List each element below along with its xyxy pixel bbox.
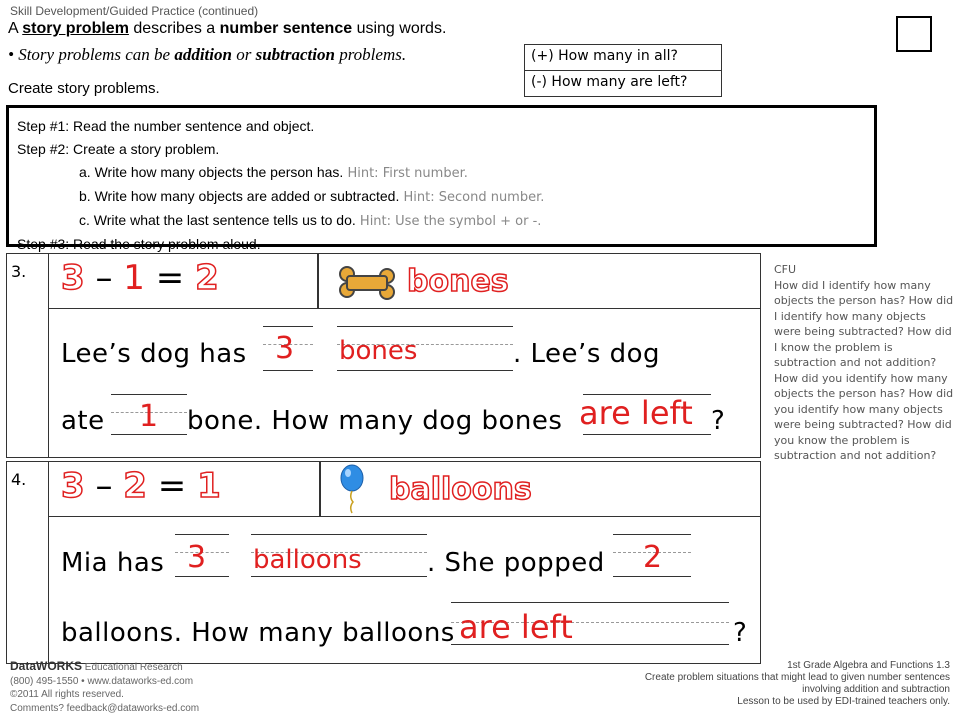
- guide-top: [451, 602, 729, 603]
- step-2c: c. Write what the last sentence tells us to do. Hint: Use the symbol + or -.: [79, 212, 542, 229]
- object-label: balloons: [389, 472, 532, 507]
- problem-3: [6, 253, 761, 458]
- story-line-2c: ?: [711, 406, 726, 436]
- story-line-1b: . She popped: [427, 548, 605, 578]
- step-2: Step #2: Create a story problem.: [17, 141, 220, 157]
- blank-object: [337, 370, 513, 371]
- copyright-line: ©2011 All rights reserved.: [10, 689, 124, 700]
- footer-left: [10, 660, 199, 715]
- number-sentence: 3 – 2 = 1: [61, 466, 221, 506]
- section-header: Skill Development/Guided Practice (continued): [10, 4, 259, 18]
- checkbox[interactable]: [896, 16, 932, 52]
- standard-desc-1: Create problem situations that might lead to given number sentences: [644, 672, 950, 683]
- answer-object: bones: [339, 336, 418, 366]
- balloon-icon: [339, 464, 365, 514]
- answer-count: 3: [187, 540, 207, 575]
- term-story-problem: story problem: [22, 20, 129, 37]
- story-line-2b: bone. How many dog bones: [187, 406, 563, 436]
- standard-desc-2: involving addition and subtraction: [802, 684, 950, 695]
- step-1: Step #1: Read the number sentence and object.: [17, 118, 315, 134]
- cfu-panel: [774, 262, 954, 464]
- bone-icon: [337, 264, 397, 302]
- instruction-line: Create story problems.: [8, 80, 160, 97]
- cfu-title: CFU: [774, 263, 797, 276]
- answer-sub: 1: [139, 399, 159, 434]
- usage-note: Lesson to be used by EDI-trained teachers only.: [737, 696, 950, 707]
- blank-count: [263, 370, 313, 371]
- brand-line: DataWORKS Educational Research: [10, 659, 183, 673]
- number-sentence: 3 – 1 = 2: [61, 258, 219, 298]
- bullet-line: • Story problems can be addition or subtraction problems.: [8, 45, 407, 64]
- story-line-2a: balloons. How many balloons: [61, 618, 455, 648]
- answer-count: 3: [275, 331, 295, 366]
- guide-top: [613, 534, 691, 535]
- subtraction-hint: (-) How many are left?: [531, 74, 688, 90]
- step-2a: a. Write how many objects the person has. Hint: First number.: [79, 164, 468, 181]
- blank-question: [583, 434, 711, 435]
- divider: [319, 462, 321, 517]
- divider: [317, 254, 319, 309]
- step-2b: b. Write how many objects are added or subtracted. Hint: Second number.: [79, 188, 545, 205]
- answer-object: balloons: [253, 545, 362, 575]
- standard-line: 1st Grade Algebra and Functions 1.3: [787, 660, 950, 671]
- steps-box: [6, 105, 877, 252]
- problem-number: 4.: [7, 462, 49, 663]
- definition-line: A story problem describes a number sentence using words.: [8, 20, 447, 37]
- blank-sub: [613, 576, 691, 577]
- guide-top: [263, 326, 313, 327]
- step-3: Step #3: Read the story problem aloud.: [17, 236, 261, 252]
- guide-top: [251, 534, 427, 535]
- guide-top: [175, 534, 229, 535]
- problem-number: 3.: [7, 254, 49, 457]
- footer-right: [550, 660, 950, 708]
- story-line-2a: ate: [61, 406, 105, 436]
- blank-object: [251, 576, 427, 577]
- equation-row: [49, 462, 760, 517]
- contact-line: (800) 495-1550 • www.dataworks-ed.com: [10, 675, 194, 687]
- blank-count: [175, 576, 229, 577]
- answer-question: are left: [579, 394, 693, 432]
- brand-logo: DataWORKS: [10, 659, 83, 673]
- cfu-text: How did I identify how many objects the person has? How did I identify how many objects were being subtracted? How did I know the problem is subtraction and not addition? How did you identify how many objects the person has? How did you identify how many objects were being subtracted? How did you know the problem is subtraction and not addition?: [774, 278, 954, 462]
- story-line-1a: Mia has: [61, 548, 165, 578]
- answer-sub: 2: [643, 540, 663, 575]
- guide-top: [337, 326, 513, 327]
- operation-hint-box: [524, 44, 722, 97]
- story-line-1a: Lee’s dog has: [61, 339, 247, 369]
- comments-line: Comments? feedback@dataworks-ed.com: [10, 702, 200, 714]
- object-label: bones: [407, 264, 509, 299]
- story-line-1b: . Lee’s dog: [513, 339, 661, 369]
- addition-hint: (+) How many in all?: [525, 45, 721, 71]
- problem-4: [6, 461, 761, 664]
- equation-row: [49, 254, 760, 309]
- story-line-2c: ?: [733, 618, 748, 648]
- guide-top: [111, 394, 187, 395]
- blank-sub: [111, 434, 187, 435]
- answer-question: are left: [459, 608, 573, 646]
